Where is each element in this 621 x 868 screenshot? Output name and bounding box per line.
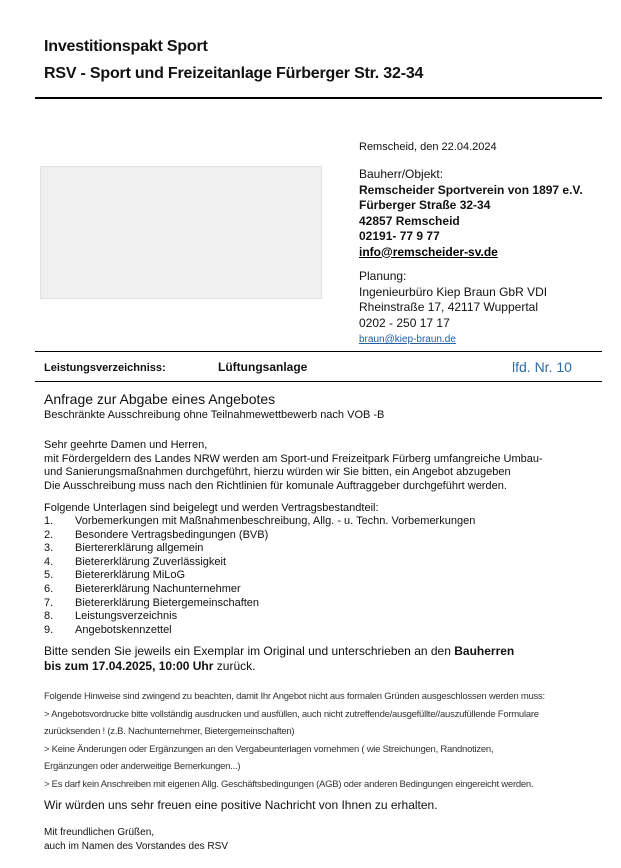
list-item-number: 4. — [44, 555, 54, 568]
signature-block — [44, 826, 228, 854]
body-line: und Sanierungsmaßnahmen durchgeführt, hierzu würden wir Sie bitten, ein Angebot abzugeben — [44, 466, 511, 478]
bauherr-block — [359, 167, 583, 260]
note-line: Ergänzungen oder anderweitige Bemerkungen...) — [44, 761, 241, 772]
list-item — [44, 597, 475, 611]
deadline: bis zum 17.04.2025, 10:00 Uhr — [44, 659, 214, 673]
salutation-sub: auch im Namen des Vorstandes des RSV — [44, 841, 228, 852]
list-item-number: 3. — [44, 542, 54, 555]
logo-placeholder — [40, 166, 322, 299]
documents-intro: Folgende Unterlagen sind beigelegt und werden Vertragsbestandteil: — [44, 502, 379, 514]
list-item-number: 7. — [44, 596, 54, 609]
bauherr-label: Bauherr/Objekt: — [359, 167, 444, 181]
planung-phone: 0202 - 250 17 17 — [359, 315, 450, 330]
list-item-text: Besondere Vertragsbedingungen (BVB) — [75, 528, 269, 541]
note-line: > Keine Änderungen oder Ergänzungen an den Vergabeunterlagen vornehmen ( wie Streichungen, Randnotizen, — [44, 743, 494, 755]
list-item-number: 9. — [44, 623, 54, 636]
list-item — [44, 610, 475, 624]
list-item — [44, 556, 475, 570]
bauherr-street: Fürberger Straße 32-34 — [359, 198, 491, 212]
planung-name: Ingenieurbüro Kiep Braun GbR VDI — [359, 284, 548, 299]
list-item-number: 6. — [44, 582, 54, 595]
bauherr-email-link[interactable]: info@remscheider-sv.de — [359, 244, 498, 259]
letter-body — [44, 439, 543, 493]
note-line: Folgende Hinweise sind zwingend zu beachten, damit Ihr Angebot nicht aus formalen Gründen ausgeschlossen werden muss: — [44, 691, 545, 702]
list-item-text: Biertererklärung allgemein — [75, 542, 204, 555]
bauherr-city: 42857 Remscheid — [359, 213, 460, 228]
planung-email-link[interactable]: braun@kiep-braun.de — [359, 334, 456, 345]
list-item-text: Bietererklärung MiLoG — [75, 569, 186, 582]
list-item — [44, 529, 475, 543]
instruction-text-end: zurück. — [213, 659, 256, 673]
instruction-recipient: Bauherren — [454, 644, 515, 658]
lfd-nr: lfd. Nr. 10 — [512, 359, 572, 375]
instruction-text: Bitte senden Sie jeweils ein Exemplar im Original und unterschrieben an den — [44, 644, 455, 658]
closing-sentence: Wir würden uns sehr freuen eine positive Nachricht von Ihnen zu erhalten. — [44, 798, 438, 812]
anfrage-title: Anfrage zur Abgabe eines Angebotes — [44, 391, 276, 407]
date-line: Remscheid, den 22.04.2024 — [359, 141, 497, 153]
greeting: Sehr geehrte Damen und Herren, — [44, 439, 208, 451]
document-subtitle: RSV - Sport und Freizeitanlage Fürberger Str. 32-34 — [44, 65, 424, 82]
planung-address: Rheinstraße 17, 42117 Wuppertal — [359, 300, 538, 314]
list-item-text: Leistungsverzeichnis — [75, 610, 178, 623]
list-item — [44, 583, 475, 597]
section-divider-bottom — [35, 381, 602, 382]
body-line: Die Ausschreibung muss nach den Richtlinien für komunale Auftraggeber durchgeführt werden. — [44, 479, 507, 492]
list-item — [44, 569, 475, 583]
bauherr-phone: 02191- 77 9 77 — [359, 229, 440, 243]
list-item-text: Bietererklärung Zuverlässigkeit — [75, 555, 227, 568]
note-line: zurücksenden ! (z.B. Nachunternehmer, Bietergemeinschaften) — [44, 726, 295, 737]
leistungsverzeichnis-value: Lüftungsanlage — [218, 360, 308, 374]
planung-block — [359, 269, 547, 348]
note-line: > Angebotsvordrucke bitte vollständig ausdrucken und ausfüllen, auch nicht zutreffende/ausgefüllte//auszufüllende Formulare — [44, 708, 539, 720]
anfrage-subtitle: Beschränkte Ausschreibung ohne Teilnahmewettbewerb nach VOB -B — [44, 409, 385, 421]
bauherr-name: Remscheider Sportverein von 1897 e.V. — [359, 182, 583, 197]
submission-instruction — [44, 644, 514, 674]
document-title: Investitionspakt Sport — [44, 38, 208, 55]
documents-list — [44, 515, 475, 637]
list-item-text: Vorbemerkungen mit Maßnahmenbeschreibung, Allg. - u. Techn. Vorbemerkungen — [75, 515, 476, 527]
header-divider — [35, 97, 602, 99]
salutation: Mit freundlichen Grüßen, — [44, 827, 155, 838]
list-item — [44, 624, 475, 638]
list-item-text: Angebotskennzettel — [75, 623, 172, 636]
list-item-text: Bietererklärung Nachunternehmer — [75, 582, 241, 595]
list-item-text: Bietererklärung Bietergemeinschaften — [75, 596, 260, 609]
list-item — [44, 542, 475, 556]
list-item-number: 1. — [44, 515, 54, 527]
note-line: > Es darf kein Anschreiben mit eigenen Allg. Geschäftsbedingungen (AGB) oder anderen Bedingungen eingereicht werden. — [44, 778, 534, 790]
leistungsverzeichnis-label: Leistungsverzeichniss: — [44, 362, 166, 374]
list-item-number: 2. — [44, 528, 54, 541]
list-item — [44, 515, 475, 529]
notes-block — [44, 688, 545, 793]
section-divider-top — [35, 351, 602, 352]
planung-label: Planung: — [359, 269, 407, 283]
list-item-number: 5. — [44, 569, 54, 582]
list-item-number: 8. — [44, 610, 54, 623]
body-line: mit Fördergeldern des Landes NRW werden am Sport-und Freizeitpark Fürberg umfangreiche Umbau- — [44, 452, 543, 465]
